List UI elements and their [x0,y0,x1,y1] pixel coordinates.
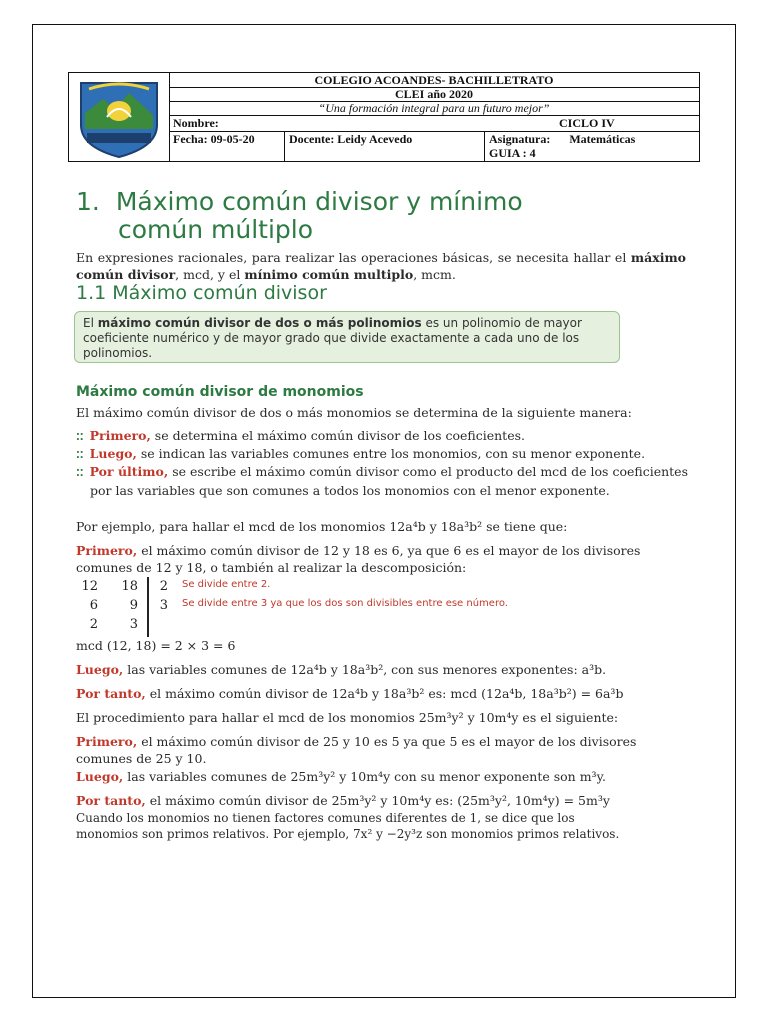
title-line1: Máximo común divisor y mínimo [115,187,523,216]
luego-text: las variables comunes de 25m³y² y 10m⁴y con su menor exponente son m³y. [127,769,606,784]
example2-luego [76,768,690,785]
example1-portanto [76,685,690,702]
example2-intro: El procedimiento para hallar el mcd de los monomios 25m³y² y 10m⁴y es el siguiente: [76,710,619,725]
step-text: se determina el máximo común divisor de los coeficientes. [154,428,525,443]
intro-mid1: , mcd, y el [175,267,241,282]
primero-label: Primero, [76,543,138,558]
luego-label: Luego, [76,662,124,677]
name-row [169,115,699,132]
asignatura-label: Asignatura: [489,132,551,146]
school-logo [69,73,169,161]
example1-intro: Por ejemplo, para hallar el mcd de los monomios 12a⁴b y 18a³b² se tiene que: [76,519,568,534]
school-logo-cell [69,73,170,161]
intro-bold-mcd: máximo común divisor [76,250,687,282]
example1-luego [76,661,690,678]
docente-label: Docente: Leidy Acevedo [285,131,485,161]
decomp-b: 18 [121,579,138,594]
definition-bold: máximo común divisor de dos o más polinomios [97,316,422,330]
luego-label: Luego, [76,769,124,784]
school-name: COLEGIO ACOANDES- BACHILLETRATO [169,73,699,88]
portanto-text: el máximo común divisor de 25m³y² y 10m⁴y es: (25m³y², 10m⁴y) = 5m³y [149,793,610,808]
decomp-note: Se divide entre 3 ya que los dos son divisibles entre ese número. [182,598,508,609]
bullet-icon: ⁚⁚ [76,468,84,479]
nombre-label: Nombre: [173,116,219,130]
step-label: Por último, [89,464,169,479]
step-ultimo [76,463,704,499]
primero-label: Primero, [76,734,138,749]
mcd-line: mcd (12, 18) = 2 × 3 = 6 [76,638,236,653]
ciclo-label: CICLO IV [559,116,615,130]
guia-label: GUIA : 4 [489,146,536,160]
example1-primero [76,542,690,576]
page-border [32,24,736,998]
primero-text: el máximo común divisor de 12 y 18 es 6, ya que 6 es el mayor de los divisores comunes de 12 y 18, o también al realizar la descomposición: [76,543,641,575]
definition-box [74,311,620,363]
monomios-heading: Máximo común divisor de monomios [76,384,364,400]
step-text: se indican las variables comunes entre los monomios, con su menor exponente. [140,446,646,461]
monomios-intro: El máximo común divisor de dos o más monomios se determina de la siguiente manera: [76,405,632,420]
intro-paragraph [76,249,686,283]
portanto-label: Por tanto, [76,686,146,701]
step-primero [76,427,704,446]
asignatura-value: Matemáticas [569,132,636,146]
closing-paragraph: Cuando los monomios no tienen factores comunes diferentes de 1, se dice que los monomios son primos relativos. Por ejemplo, 7x² y −2y³z son monomios primos relativos. [76,811,620,841]
fecha-label: Fecha: 09-05-20 [169,131,285,161]
luego-text: las variables comunes de 12a⁴b y 18a³b², con sus menores exponentes: a³b. [127,662,607,677]
title-number: 1. [76,187,100,216]
step-text: se escribe el máximo común divisor como el producto del mcd de los coeficientes por las variables que son comunes a todos los monomios con el menor exponente. [90,464,688,498]
intro-text: En expresiones racionales, para realizar las operaciones básicas, se necesita hallar el [76,250,627,265]
decomp-a: 2 [89,617,98,632]
header-table [68,72,700,162]
portanto-label: Por tanto, [76,793,146,808]
asignatura-cell [485,131,699,161]
main-title [76,188,523,244]
decomp-b: 3 [129,617,138,632]
program-year: CLEI año 2020 [169,87,699,102]
definition-post: es un polinomio de mayor coeficiente numérico y de mayor grado que divide exactamente a cada uno de los polinomios. [83,316,582,360]
definition-pre: El [83,316,94,330]
step-label: Luego, [89,446,137,461]
primero-text: el máximo común divisor de 25 y 10 es 5 ya que 5 es el mayor de los divisores comunes de 25 y 10. [76,734,637,766]
section-heading-1-1: 1.1 Máximo común divisor [76,282,327,304]
example2-portanto [76,792,690,809]
bullet-icon: ⁚⁚ [76,432,84,443]
step-luego [76,445,704,464]
example2-primero [76,733,690,767]
decomp-divisor: 2 [159,579,168,594]
decomp-divisor: 3 [159,598,168,613]
info-row [169,131,699,161]
decomp-a: 6 [89,598,98,613]
decomp-note: Se divide entre 2. [182,579,271,590]
decomp-a: 12 [81,579,98,594]
portanto-text: el máximo común divisor de 12a⁴b y 18a³b² es: mcd (12a⁴b, 18a³b²) = 6a³b [149,686,624,701]
school-motto: “Una formación integral para un futuro mejor” [169,101,699,116]
intro-mid2: , mcm. [413,267,456,282]
title-line2: común múltiplo [118,215,314,244]
decomp-b: 9 [129,598,138,613]
bullet-icon: ⁚⁚ [76,450,84,461]
step-label: Primero, [89,428,151,443]
intro-bold-mcm: mínimo común multiplo [244,267,414,282]
